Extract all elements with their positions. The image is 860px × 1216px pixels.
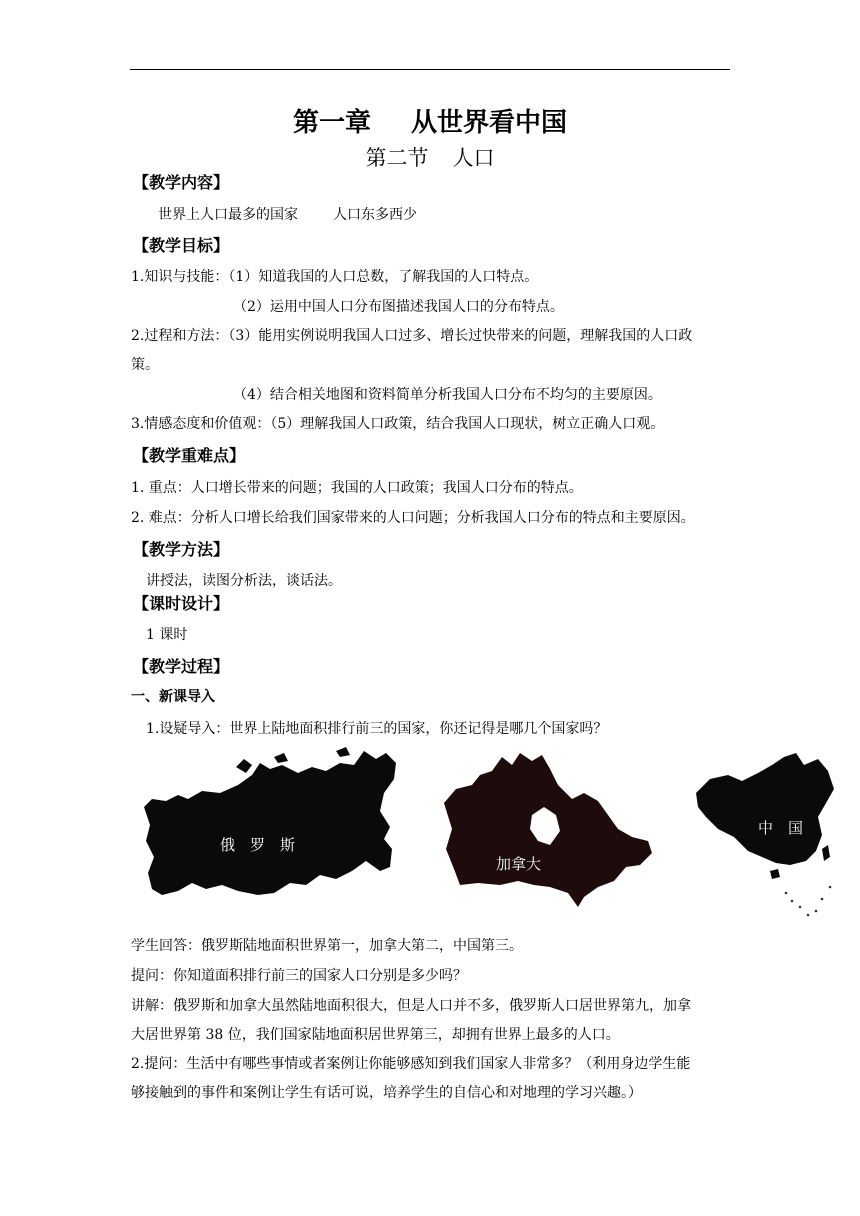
- objective-line: （2）运用中国人口分布图描述我国人口的分布特点。: [233, 299, 564, 315]
- key-point-line: 2. 难点：分析人口增长给我们国家带来的人口问题；分析我国人口分布的特点和主要原因。: [131, 510, 695, 526]
- lesson-design-text: 1 课时: [146, 627, 188, 643]
- canada-map: [444, 753, 652, 907]
- objective-line: 3.情感态度和价值观：（5）理解我国人口政策，结合我国人口现状，树立正确人口观。: [131, 416, 665, 432]
- chapter-name: 从世界看中国: [411, 108, 568, 138]
- section-name: 人口: [452, 146, 495, 170]
- teaching-content-item: 世界上人口最多的国家: [158, 207, 298, 223]
- methods-heading: 【教学方法】: [133, 540, 230, 559]
- section-number: 第二节: [365, 146, 429, 170]
- key-points-heading: 【教学重难点】: [133, 446, 246, 465]
- china-label: 中 国: [758, 819, 804, 837]
- china-map: [696, 753, 834, 916]
- teacher-question: 提问：你知道面积排行前三的国家人口分别是多少吗？: [131, 968, 467, 984]
- process-heading: 【教学过程】: [133, 657, 230, 676]
- section-title: [0, 142, 860, 172]
- chapter-number: 第一章: [292, 108, 371, 138]
- explanation-line: 讲解：俄罗斯和加拿大虽然陆地面积很大，但是人口并不多，俄罗斯人口居世界第九，加拿: [131, 998, 691, 1014]
- teaching-content-item: 人口东多西少: [333, 207, 417, 223]
- teaching-objectives-heading: 【教学目标】: [133, 236, 230, 255]
- section-lead-in: 一、新课导入: [131, 689, 215, 705]
- china-hainan: [770, 869, 780, 879]
- student-answer: 学生回答：俄罗斯陆地面积世界第一，加拿大第二，中国第三。: [131, 938, 523, 954]
- china-silhouette: [696, 753, 834, 865]
- china-taiwan: [822, 845, 830, 861]
- canada-label: 加拿大: [496, 855, 542, 873]
- lesson-design-heading: 【课时设计】: [133, 594, 230, 613]
- question-two-line: 够接触到的事件和案例让学生有话可说，培养学生的自信心和对地理的学习兴趣。）: [131, 1085, 642, 1101]
- chapter-title: [0, 102, 860, 139]
- question-two-line: 2.提问：生活中有哪些事情或者案例让你能够感知到我们国家人非常多？（利用身边学生能: [131, 1056, 691, 1072]
- objective-line: 策。: [131, 357, 159, 373]
- russia-label: 俄 罗 斯: [220, 836, 296, 854]
- teaching-content-heading: 【教学内容】: [133, 173, 230, 192]
- lead-in-question: 1.设疑导入：世界上陆地面积排行前三的国家，你还记得是哪几个国家吗？: [146, 721, 608, 737]
- russia-silhouette: [144, 751, 396, 895]
- key-point-line: 1. 重点：人口增长带来的问题；我国的人口政策；我国人口分布的特点。: [131, 480, 583, 496]
- country-maps: [140, 745, 860, 925]
- objective-line: （4）结合相关地图和资料简单分析我国人口分布不均匀的主要原因。: [233, 387, 662, 403]
- methods-text: 讲授法，读图分析法，谈话法。: [146, 573, 342, 589]
- explanation-line: 大居世界第 38 位，我们国家陆地面积居世界第三，却拥有世界上最多的人口。: [131, 1027, 620, 1043]
- header-rule: [130, 69, 730, 70]
- objective-line: 2.过程和方法：（3）能用实例说明我国人口过多、增长过快带来的问题，理解我国的人口政: [131, 328, 693, 344]
- objective-line: 1.知识与技能：（1）知道我国的人口总数，了解我国的人口特点。: [131, 269, 539, 285]
- china-south-sea-islands: [785, 886, 832, 917]
- russia-map: [144, 747, 396, 895]
